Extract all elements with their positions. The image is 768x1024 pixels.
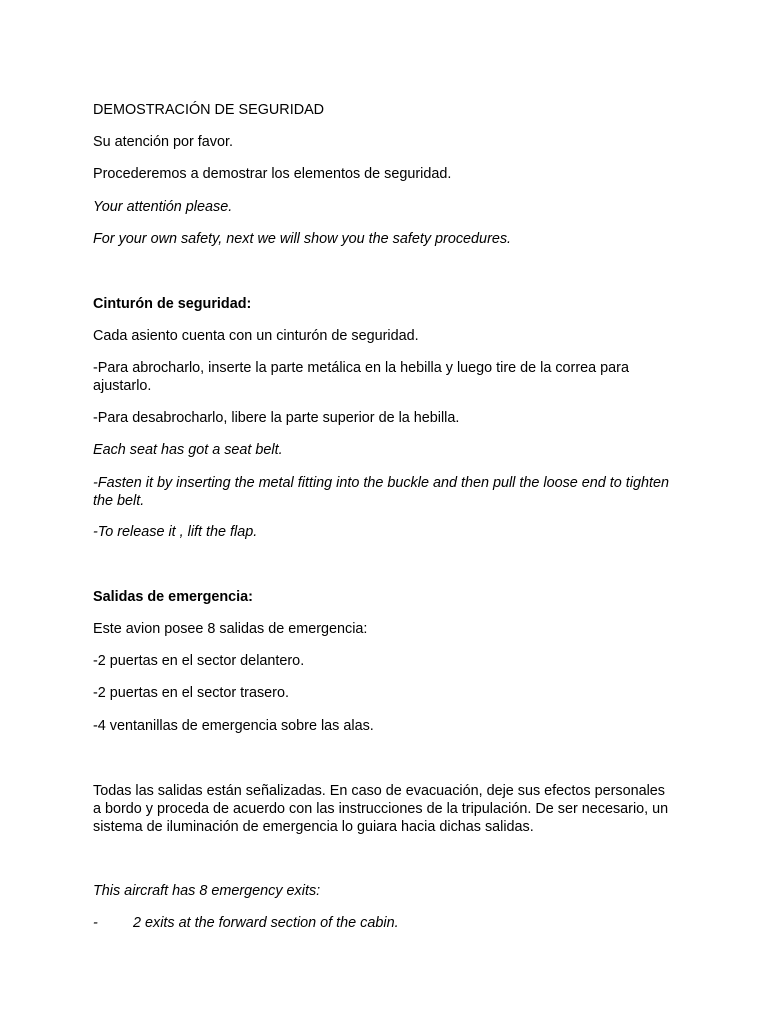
exits-paragraph: Todas las salidas están señalizadas. En caso de evacuación, deje sus efectos personales a bordo y proceda de acuerdo con las instrucciones de la tripulación. De ser necesario, un sistema de iluminación de emergencia lo guiara hacia dichas salidas. [93, 783, 669, 835]
seatbelt-heading: Cinturón de seguridad: [93, 296, 252, 312]
seatbelt-paragraph: -Para abrocharlo, inserte la parte metálica en la hebilla y luego tire de la correa para ajustarlo. [93, 360, 629, 394]
document-title: DEMOSTRACIÓN DE SEGURIDAD [93, 102, 325, 118]
exits-paragraph: -2 puertas en el sector delantero. [93, 653, 305, 669]
seatbelt-paragraph: Cada asiento cuenta con un cinturón de seguridad. [93, 328, 419, 344]
seatbelt-paragraph: -Para desabrocharlo, libere la parte superior de la hebilla. [93, 410, 460, 426]
intro-demo-en: For your own safety, next we will show you the safety procedures. [93, 231, 512, 247]
seatbelt-paragraph: -To release it , lift the flap. [93, 524, 258, 540]
exits-paragraph: -2 puertas en el sector trasero. [93, 685, 289, 701]
exits-paragraph: This aircraft has 8 emergency exits: [93, 883, 321, 899]
intro-attention-en: Your attentión please. [93, 199, 233, 215]
list-bullet: - [93, 915, 98, 931]
exits-paragraph: -4 ventanillas de emergencia sobre las alas. [93, 718, 374, 734]
exits-paragraph: Este avion posee 8 salidas de emergencia: [93, 621, 368, 637]
list-item: 2 exits at the forward section of the cabin. [133, 915, 399, 931]
seatbelt-paragraph: Each seat has got a seat belt. [93, 442, 283, 458]
exits-heading: Salidas de emergencia: [93, 589, 253, 605]
intro-attention-es: Su atención por favor. [93, 134, 233, 150]
intro-demo-es: Procederemos a demostrar los elementos de seguridad. [93, 166, 452, 182]
seatbelt-paragraph: -Fasten it by inserting the metal fitting into the buckle and then pull the loose end to tighten the belt. [93, 475, 669, 509]
